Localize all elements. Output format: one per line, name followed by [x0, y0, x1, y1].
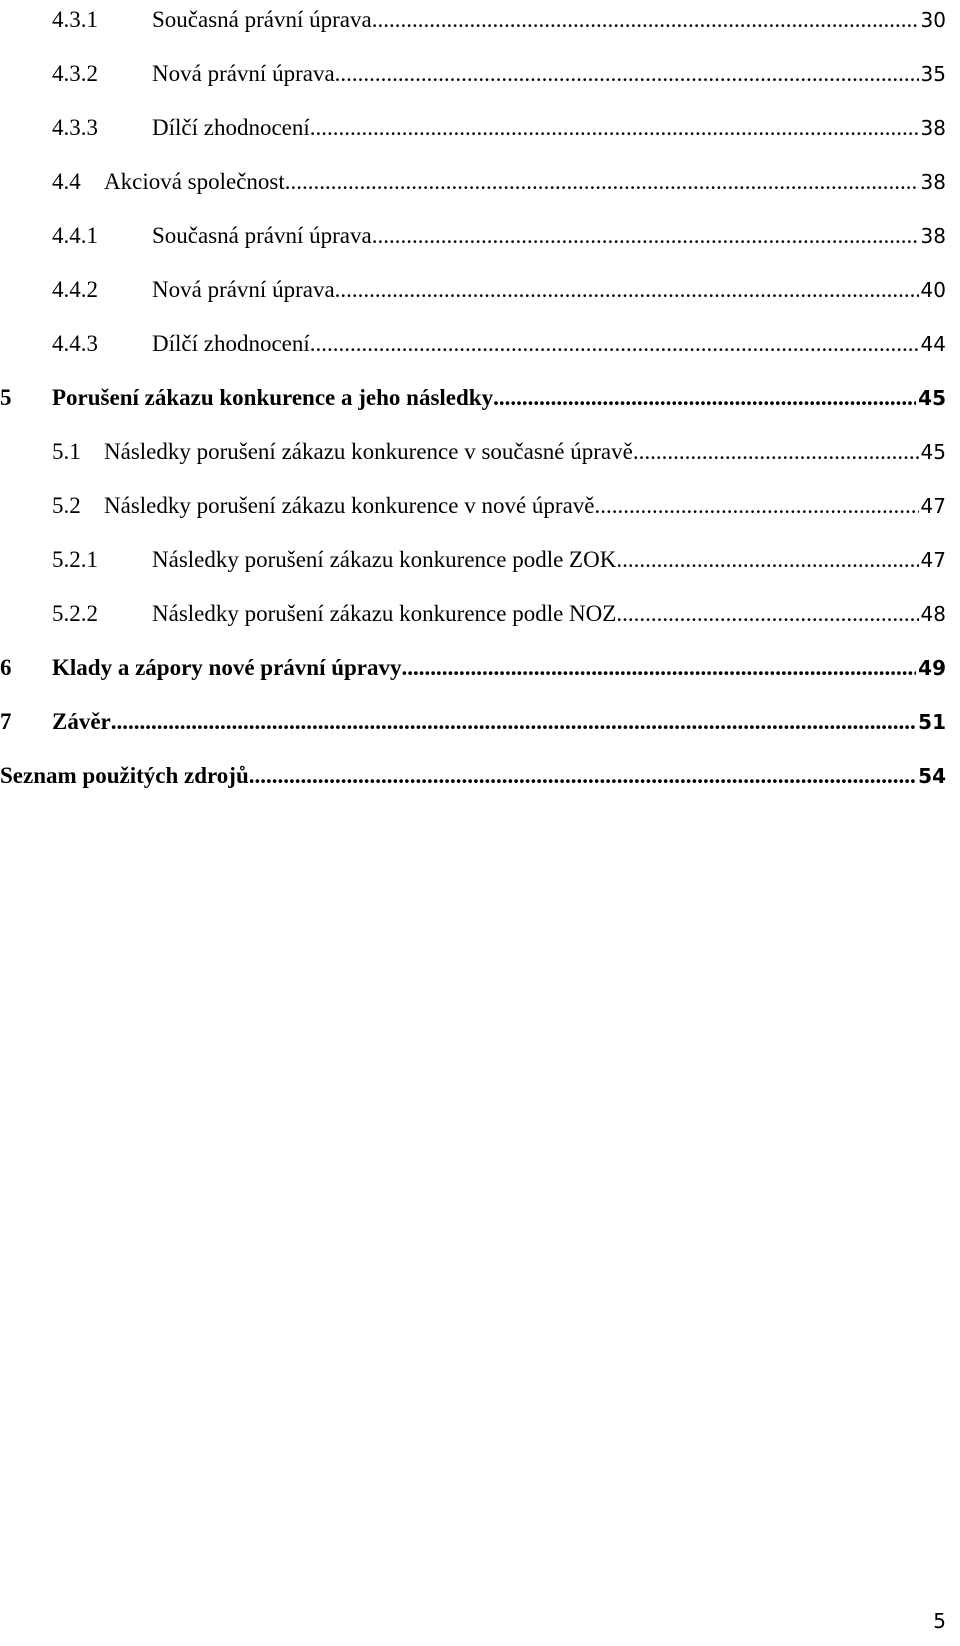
toc-entry-4-4-3[interactable]	[52, 324, 946, 364]
toc-entry-title: Dílčí zhodnocení	[152, 115, 310, 140]
toc-entry-7[interactable]	[0, 702, 946, 742]
toc-entry-page: 45	[920, 440, 946, 464]
toc-entry-title: Současná právní úprava	[152, 7, 372, 32]
toc-dot-leader	[310, 108, 919, 148]
toc-entry-4-3-2[interactable]	[52, 54, 946, 94]
toc-entry-4-4-2[interactable]	[52, 270, 946, 310]
toc-entry-title: Dílčí zhodnocení	[152, 331, 310, 356]
toc-entry-4-3-3[interactable]	[52, 108, 946, 148]
toc-entry-title: Následky porušení zákazu konkurence podle ZOK	[152, 547, 617, 572]
toc-entry-page: 44	[920, 332, 946, 356]
toc-entry-4-4[interactable]	[52, 162, 946, 202]
toc-entry-number: 4.3.3	[52, 115, 98, 140]
toc-entry-page: 49	[918, 656, 946, 680]
toc-entry-number: 4.4.1	[52, 223, 98, 248]
toc-entry-title: Současná právní úprava	[152, 223, 372, 248]
toc-entry-page: 35	[920, 62, 946, 86]
toc-entry-number: 4.4.2	[52, 277, 98, 302]
toc-entry-5[interactable]	[0, 378, 946, 418]
toc-dot-leader	[633, 432, 919, 472]
toc-entry-title: Následky porušení zákazu konkurence v současné úpravě	[104, 439, 633, 464]
toc-entry-page: 47	[920, 548, 946, 572]
toc-entry-page: 38	[920, 170, 946, 194]
toc-entry-number: 4.3.2	[52, 61, 98, 86]
toc-entry-page: 40	[920, 278, 946, 302]
page-number: 5	[933, 1609, 946, 1633]
toc-entry-page: 48	[920, 602, 946, 626]
toc-entry-number: 5.2	[52, 493, 81, 518]
toc-dot-leader	[616, 540, 918, 580]
toc-entry-page: 47	[920, 494, 946, 518]
toc-entry-title: Následky porušení zákazu konkurence v nové úpravě	[104, 493, 595, 518]
toc-entry-5-2-2[interactable]	[52, 594, 946, 634]
toc-entry-title: Seznam použitých zdrojů	[0, 763, 249, 788]
toc-dot-leader	[310, 324, 919, 364]
toc-dot-leader	[372, 216, 919, 256]
toc-entry-5-2-1[interactable]	[52, 540, 946, 580]
toc-dot-leader	[402, 648, 917, 688]
toc-entry-5-1[interactable]	[52, 432, 946, 472]
toc-dot-leader	[249, 756, 916, 796]
toc-entry-page: 51	[918, 710, 946, 734]
toc-entry-title: Závěr	[52, 709, 111, 734]
toc-entry-number: 5.2.1	[52, 547, 98, 572]
toc-dot-leader	[616, 594, 918, 634]
toc-dot-leader	[335, 54, 919, 94]
toc-dot-leader	[493, 378, 916, 418]
toc-entry-number: 5.1	[52, 439, 81, 464]
toc-entry-number: 7	[0, 709, 12, 734]
toc-entry-number: 6	[0, 655, 12, 680]
toc-dot-leader	[285, 162, 919, 202]
toc-entry-number: 5.2.2	[52, 601, 98, 626]
toc-entry-6[interactable]	[0, 648, 946, 688]
toc-entry-5-2[interactable]	[52, 486, 946, 526]
toc-entry-page: 38	[920, 224, 946, 248]
toc-entry-page: 38	[920, 116, 946, 140]
toc-entry-title: Následky porušení zákazu konkurence podle NOZ	[152, 601, 617, 626]
toc-entry-number: 4.3.1	[52, 7, 98, 32]
toc-entry-title: Nová právní úprava	[152, 277, 335, 302]
toc-dot-leader	[335, 270, 919, 310]
toc-entry-title: Porušení zákazu konkurence a jeho následky	[52, 385, 494, 410]
toc-entry-number: 5	[0, 385, 12, 410]
toc-entry-4-4-1[interactable]	[52, 216, 946, 256]
toc-entry-number: 4.4.3	[52, 331, 98, 356]
toc-dot-leader	[111, 702, 916, 742]
toc-dot-leader	[372, 0, 919, 40]
toc-entry-page: 45	[918, 386, 946, 410]
toc-entry-4-3-1[interactable]	[52, 0, 946, 40]
toc-entry-page: 54	[918, 764, 946, 788]
toc-entry-title: Klady a zápory nové právní úpravy	[52, 655, 402, 680]
toc-entry-number: 4.4	[52, 169, 81, 194]
toc-entry-title: Nová právní úprava	[152, 61, 335, 86]
toc-entry-page: 30	[920, 8, 946, 32]
toc-entry-sources[interactable]	[0, 756, 946, 796]
toc-entry-title: Akciová společnost	[104, 169, 285, 194]
toc-dot-leader	[594, 486, 918, 526]
